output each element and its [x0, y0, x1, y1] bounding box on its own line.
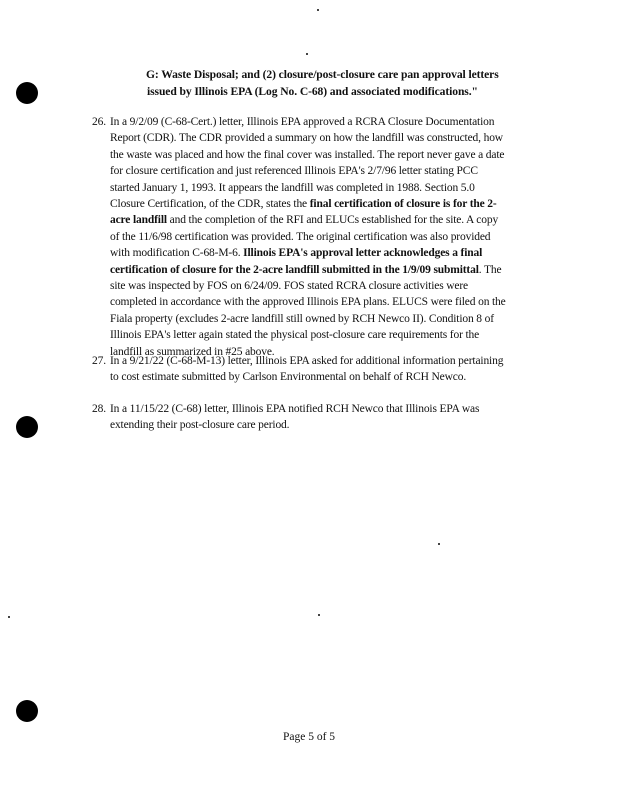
text-line	[110, 196, 562, 212]
text-line	[110, 163, 562, 179]
text-line	[110, 212, 562, 228]
text-run: for closure certification and just referenced Illinois EPA's 2/7/96 letter stating PCC	[110, 165, 478, 178]
text-run: Closure Certification, of the CDR, states the	[110, 198, 310, 211]
text-line	[110, 262, 562, 278]
text-line	[110, 180, 562, 196]
heading-line-2: issued by Illinois EPA (Log No. C-68) and associated modifications."	[147, 85, 478, 98]
text-line	[110, 401, 562, 417]
section-heading	[146, 66, 546, 100]
item-number: 27.	[92, 355, 106, 367]
scan-speck	[317, 9, 319, 11]
text-line	[110, 369, 562, 385]
text-run: to cost estimate submitted by Carlson Environmental on behalf of RCH Newco.	[110, 371, 467, 384]
item-number: 28.	[92, 403, 106, 415]
text-run: started January 1, 1993. It appears the landfill was completed in 1988. Section 5.0	[110, 181, 475, 194]
text-line	[110, 294, 562, 310]
text-run: Illinois EPA's letter again stated the physical post-closure care requirements for the	[110, 329, 480, 342]
text-run: and the completion of the RFI and ELUCs established for the site. A copy	[166, 214, 499, 227]
text-line	[110, 353, 562, 369]
paragraph-26	[92, 114, 562, 360]
text-run: Fiala property (excludes 2-acre landfill still owned by RCH Newco II). Condition 8 of	[110, 312, 494, 325]
text-line	[110, 278, 562, 294]
bold-text-run: final certification of closure is for the 2-	[309, 198, 497, 211]
punch-hole-top	[16, 82, 38, 104]
scan-speck	[438, 543, 440, 545]
text-run: In a 9/21/22 (C-68-M-13) letter, Illinois EPA asked for additional information pertaining	[110, 355, 504, 367]
bold-text-run: acre landfill	[110, 214, 167, 227]
heading-line-1: G: Waste Disposal; and (2) closure/post-closure care pan approval letters	[146, 68, 499, 81]
punch-hole-middle	[16, 416, 38, 438]
text-run: . The	[478, 263, 502, 276]
item-body	[110, 353, 562, 386]
item-body	[110, 401, 562, 434]
text-line	[110, 245, 562, 261]
text-run: site was inspected by FOS on 6/24/09. FOS stated RCRA closure activities were	[110, 280, 469, 293]
text-line	[110, 327, 562, 343]
text-run: the waste was placed and how the final cover was installed. The report never gave a date	[110, 148, 505, 161]
paragraph-27	[92, 353, 562, 386]
punch-hole-bottom	[16, 700, 38, 722]
text-run: extending their post-closure care period.	[110, 419, 290, 432]
text-line	[110, 311, 562, 327]
text-line	[110, 114, 562, 130]
paragraph-28	[92, 401, 562, 434]
text-run: Report (CDR). The CDR provided a summary on how the landfill was constructed, how	[110, 132, 503, 145]
text-run: landfill as summarized in #25 above.	[110, 345, 275, 358]
text-run: of the 11/6/98 certification was provided. The original certification was also provided	[110, 230, 491, 243]
scan-speck	[8, 616, 10, 618]
text-line	[110, 229, 562, 245]
scan-speck	[318, 614, 320, 616]
text-run: completed in accordance with the approved Illinois EPA plans. ELUCS were filed on the	[110, 296, 506, 309]
text-line	[110, 130, 562, 146]
item-number: 26.	[92, 116, 106, 128]
page-number: Page 5 of 5	[282, 731, 336, 743]
text-run: In a 11/15/22 (C-68) letter, Illinois EPA notified RCH Newco that Illinois EPA was	[110, 403, 480, 415]
scan-speck	[306, 53, 308, 55]
text-line	[110, 147, 562, 163]
bold-text-run: certification of closure for the 2-acre landfill submitted in the 1/9/09 submittal	[110, 263, 479, 276]
text-run: In a 9/2/09 (C-68-Cert.) letter, Illinois EPA approved a RCRA Closure Documentation	[110, 116, 495, 128]
text-run: with modification C-68-M-6.	[110, 247, 244, 260]
bold-text-run: Illinois EPA's approval letter acknowledges a final	[243, 247, 483, 260]
text-line	[110, 417, 562, 433]
item-body	[110, 114, 562, 360]
